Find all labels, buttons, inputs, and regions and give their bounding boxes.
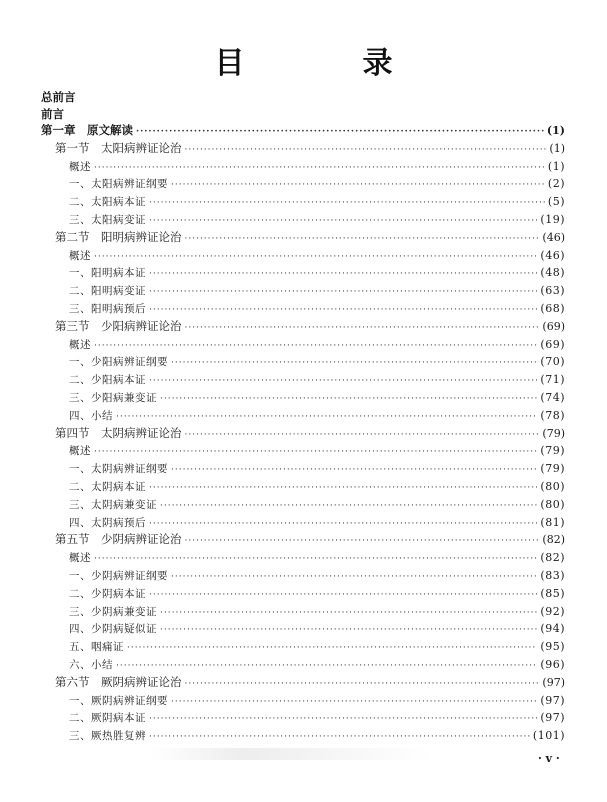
toc-entry-page: (94) bbox=[540, 622, 565, 636]
toc-entry[interactable] bbox=[69, 336, 565, 354]
toc-entry[interactable] bbox=[69, 709, 565, 727]
toc-entry[interactable] bbox=[69, 478, 565, 496]
toc-entry-label: 一、少阴病辨证纲要 bbox=[69, 570, 168, 582]
toc-entry[interactable] bbox=[69, 264, 565, 282]
toc-entry-label: 第一章 原文解读 bbox=[41, 123, 133, 137]
toc-entry-page: (68) bbox=[540, 302, 565, 315]
toc-entry-label: 四、少阴病疑似证 bbox=[69, 623, 157, 636]
toc-entry-label: 二、厥阴病本证 bbox=[69, 712, 146, 725]
toc-entry[interactable] bbox=[55, 140, 565, 158]
toc-entry-label: 三、少阳病兼变证 bbox=[69, 392, 157, 404]
toc-front-general-preface[interactable]: 总前言 bbox=[41, 90, 76, 104]
toc-entry[interactable] bbox=[69, 158, 565, 176]
toc-entry[interactable] bbox=[69, 247, 565, 265]
toc-entry-page: (46) bbox=[540, 248, 565, 262]
toc-entry[interactable] bbox=[69, 300, 565, 318]
toc-entry[interactable] bbox=[69, 353, 565, 371]
toc-entry-label: 三、太阳病变证 bbox=[69, 214, 146, 226]
toc-entry[interactable] bbox=[69, 620, 565, 638]
toc-entry-label: 概述 bbox=[69, 552, 91, 565]
toc-entry-label: 二、太阴病本证 bbox=[69, 481, 146, 493]
toc-entry-label: 概述 bbox=[69, 249, 91, 262]
toc-entry-label: 概述 bbox=[69, 338, 91, 351]
toc-entry-page: (69) bbox=[542, 319, 565, 333]
toc-entry[interactable] bbox=[69, 460, 565, 478]
toc-entry-page: (97) bbox=[542, 675, 565, 689]
toc-entry[interactable] bbox=[69, 727, 565, 745]
toc-entry-page: (81) bbox=[540, 515, 565, 529]
toc-entry-page: (92) bbox=[540, 604, 565, 618]
toc-entry-page: (101) bbox=[532, 729, 565, 743]
toc-entry-page: (85) bbox=[540, 586, 565, 600]
toc-entry-page: (79) bbox=[542, 426, 565, 440]
toc-entry-label: 一、太阴病辨证纲要 bbox=[69, 463, 168, 476]
page-number: · v · bbox=[538, 752, 560, 765]
toc-entry-label: 四、小结 bbox=[69, 409, 113, 422]
toc-entry[interactable] bbox=[69, 692, 565, 710]
toc-entry[interactable] bbox=[55, 425, 565, 443]
toc-entry[interactable] bbox=[69, 407, 565, 425]
toc-entry-page: (95) bbox=[540, 640, 565, 654]
toc-entry-page: (97) bbox=[540, 693, 565, 707]
toc-entry-page: (1) bbox=[546, 124, 565, 137]
toc-entry-page: (1) bbox=[547, 159, 565, 173]
toc-entry-page: (74) bbox=[540, 391, 565, 404]
toc-entry[interactable] bbox=[69, 211, 565, 229]
toc-entry[interactable] bbox=[55, 674, 565, 692]
toc-entry[interactable] bbox=[69, 567, 565, 585]
toc-entry[interactable] bbox=[69, 496, 565, 514]
toc-entry-page: (5) bbox=[547, 195, 565, 209]
toc-entry-label: 三、少阴病兼变证 bbox=[69, 605, 157, 618]
toc-entry-page: (70) bbox=[540, 355, 565, 369]
toc-entry[interactable] bbox=[69, 389, 565, 407]
toc-entry-page: (83) bbox=[540, 569, 565, 582]
toc-entry-label: 一、厥阴病辨证纲要 bbox=[69, 694, 168, 707]
toc-entry-label: 二、太阳病本证 bbox=[69, 196, 146, 209]
toc-entry[interactable] bbox=[69, 638, 565, 656]
toc-entry-label: 一、阳明病本证 bbox=[69, 267, 146, 280]
dot-leader bbox=[149, 729, 530, 747]
toc-entry[interactable] bbox=[69, 603, 565, 621]
toc-entry-label: 五、咽痛证 bbox=[69, 641, 124, 654]
toc-entry[interactable] bbox=[69, 193, 565, 211]
toc-entry-label: 三、厥热胜复辨 bbox=[69, 730, 146, 743]
toc-entry-label: 二、阳明病变证 bbox=[69, 285, 146, 298]
toc-entry[interactable] bbox=[55, 531, 565, 549]
toc-entry-label: 六、小结 bbox=[69, 659, 113, 671]
toc-entry[interactable] bbox=[69, 442, 565, 460]
toc-entry-page: (48) bbox=[540, 266, 565, 280]
toc-entry-label: 一、太阳病辨证纲要 bbox=[69, 178, 168, 191]
toc-front-preface[interactable]: 前言 bbox=[41, 107, 64, 121]
toc-entry-page: (46) bbox=[542, 230, 565, 244]
page-title: 目 录 bbox=[214, 46, 437, 81]
toc-entry-page: (82) bbox=[542, 533, 565, 547]
toc-entry-page: (71) bbox=[540, 373, 565, 387]
toc-entry-page: (69) bbox=[540, 337, 565, 351]
toc-entry-label: 第五节 少阴病辨证论治 bbox=[55, 532, 182, 547]
toc-entry[interactable] bbox=[55, 318, 565, 336]
toc-entry[interactable] bbox=[69, 656, 565, 674]
toc-entry-label: 第二节 阳明病辨证论治 bbox=[55, 229, 182, 244]
toc-entry-page: (78) bbox=[540, 408, 565, 422]
toc-entry-label: 三、阳明病预后 bbox=[69, 303, 146, 315]
toc-entry-label: 第一节 太阳病辨证论治 bbox=[55, 140, 182, 155]
toc-entry-page: (96) bbox=[540, 658, 565, 671]
toc-entry-label: 第六节 厥阴病辨证论治 bbox=[55, 674, 182, 689]
toc-entry-label: 概述 bbox=[69, 445, 91, 458]
toc-entry-page: (79) bbox=[540, 444, 565, 458]
toc-entry-label: 四、太阴病预后 bbox=[69, 516, 146, 529]
toc-entry-page: (2) bbox=[547, 177, 565, 191]
toc-entry-page: (79) bbox=[540, 462, 565, 476]
toc-entry-label: 一、少阳病辨证纲要 bbox=[69, 356, 168, 369]
toc-entry-page: (19) bbox=[540, 213, 565, 226]
toc-entry-label: 第四节 太阴病辨证论治 bbox=[55, 425, 182, 440]
toc-entry-page: (80) bbox=[540, 480, 565, 493]
toc-entry[interactable] bbox=[69, 514, 565, 532]
toc-entry-page: (97) bbox=[540, 711, 565, 725]
toc-entry-label: 三、太阴病兼变证 bbox=[69, 498, 157, 511]
toc-entry-label: 第三节 少阳病辨证论治 bbox=[55, 318, 182, 333]
toc-entry-page: (82) bbox=[540, 551, 565, 565]
toc-entry-label: 概述 bbox=[69, 160, 91, 173]
toc-entry-page: (1) bbox=[549, 141, 565, 155]
toc-entry[interactable] bbox=[69, 371, 565, 389]
toc-entry-label: 二、少阳病本证 bbox=[69, 374, 146, 387]
toc-entry[interactable] bbox=[41, 122, 565, 140]
toc-entry[interactable] bbox=[69, 549, 565, 567]
scan-smudge bbox=[150, 748, 430, 760]
toc-entry-page: (80) bbox=[540, 497, 565, 511]
toc-entry[interactable] bbox=[55, 229, 565, 247]
toc-entry[interactable] bbox=[69, 175, 565, 193]
toc-entry[interactable] bbox=[69, 282, 565, 300]
toc-entry-page: (63) bbox=[540, 284, 565, 298]
toc-entry-label: 二、少阴病本证 bbox=[69, 587, 146, 600]
toc-entry[interactable] bbox=[69, 585, 565, 603]
